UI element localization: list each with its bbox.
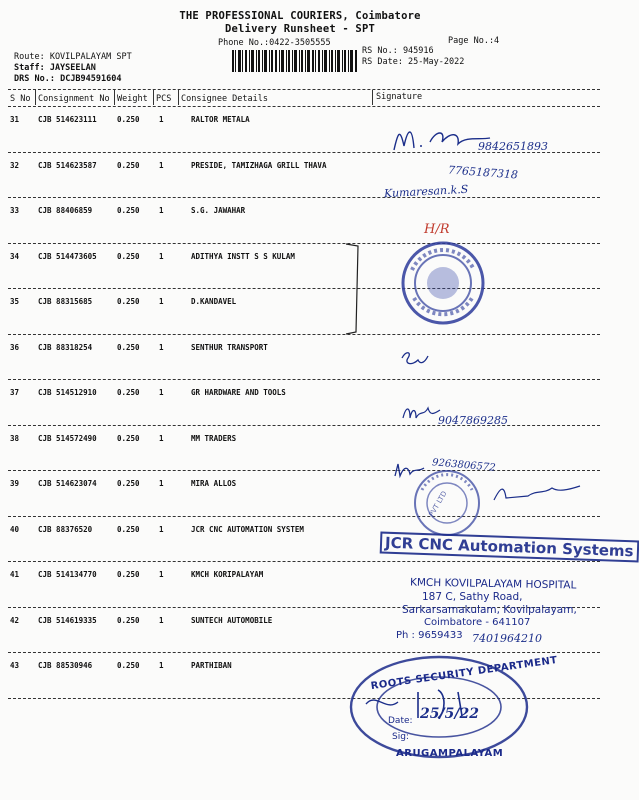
row-consignment: CJB 88315685 xyxy=(38,297,93,306)
signature-row37 xyxy=(400,398,450,428)
jcr-stamp: JCR CNC Automation Systems xyxy=(380,531,639,562)
row-pcs: 1 xyxy=(159,615,164,625)
roots-date-label: Date: xyxy=(388,716,413,726)
col-rule xyxy=(178,90,179,105)
signature-row31 xyxy=(390,122,510,158)
col-signature: Signature xyxy=(376,92,423,102)
col-rule xyxy=(114,90,115,105)
row-consignee: GR HARDWARE AND TOOLS xyxy=(191,388,286,397)
roots-bottom-text: ARUGAMPALAYAM xyxy=(396,748,504,759)
row-divider xyxy=(8,243,600,244)
rs-date: RS Date: 25-May-2022 xyxy=(362,57,465,67)
header-top-divider xyxy=(8,89,600,90)
row-divider xyxy=(8,334,600,335)
row-weight: 0.250 xyxy=(117,297,140,306)
row-consignee: MIRA ALLOS xyxy=(191,479,237,488)
row-pcs: 1 xyxy=(159,388,164,397)
row-divider xyxy=(8,379,600,380)
row-pcs: 1 xyxy=(159,342,164,352)
row-sno: 36 xyxy=(10,342,20,352)
row-sno: 38 xyxy=(10,433,20,443)
row-weight: 0.250 xyxy=(117,661,140,670)
row-consignment: CJB 514619335 xyxy=(38,615,97,625)
row-consignee: ADITHYA INSTT S S KULAM xyxy=(191,251,295,261)
kmch-line3: Sarkarsamakulam, Kovilpalayam, xyxy=(402,604,577,616)
row-divider xyxy=(8,652,600,653)
row-consignee: SUNTECH AUTOMOBILE xyxy=(191,615,273,625)
row-consignment: CJB 514134770 xyxy=(38,570,97,579)
row-consignment: CJB 88318254 xyxy=(38,342,93,352)
row-consignment: CJB 514512910 xyxy=(38,388,97,397)
row-consignee: PRESIDE, TAMIZHAGA GRILL THAVA xyxy=(191,160,327,170)
row-consignee: D.KANDAVEL xyxy=(191,297,237,306)
row-pcs: 1 xyxy=(159,297,164,306)
row-weight: 0.250 xyxy=(117,524,140,534)
col-rule xyxy=(153,90,154,105)
row-divider xyxy=(8,516,600,517)
col-consignee: Consignee Details xyxy=(181,94,268,104)
roots-sig-label: Sig: xyxy=(392,732,409,742)
row-consignment: CJB 88406859 xyxy=(38,206,93,215)
signature-row36 xyxy=(398,348,432,370)
row-divider xyxy=(8,698,600,699)
row-sno: 32 xyxy=(10,160,20,170)
row-divider xyxy=(8,607,600,608)
row32-phone: 7765187318 xyxy=(447,163,519,182)
page-number: Page No.:4 xyxy=(448,36,500,46)
staff-label: Staff: JAYSEELAN xyxy=(14,63,96,73)
bracket-mark xyxy=(344,242,364,338)
row-consignment: CJB 514623111 xyxy=(38,115,97,124)
route-label: Route: KOVILPALAYAM SPT xyxy=(14,52,132,62)
drs-value: DCJB94591604 xyxy=(60,74,122,84)
row-consignment: CJB 514473605 xyxy=(38,251,97,261)
institute-seal xyxy=(400,240,486,326)
row-divider xyxy=(8,425,600,426)
row-consignee: RALTOR METALA xyxy=(191,115,250,124)
row-sno: 41 xyxy=(10,570,20,579)
row-pcs: 1 xyxy=(159,206,164,215)
row-weight: 0.250 xyxy=(117,615,140,625)
barcode-image xyxy=(232,50,358,72)
company-seal xyxy=(412,468,482,538)
row32-name: Kumaresan.k.S xyxy=(383,182,469,201)
row-divider xyxy=(8,288,600,289)
row-weight: 0.250 xyxy=(117,570,140,579)
col-sno: S No xyxy=(10,94,31,104)
col-rule xyxy=(35,90,36,105)
row42-phone: 7401964210 xyxy=(472,632,542,645)
col-weight: Weight xyxy=(117,94,148,104)
company-title: THE PROFESSIONAL COURIERS, Coimbatore xyxy=(179,10,421,22)
row-weight: 0.250 xyxy=(117,251,140,261)
row-sno: 34 xyxy=(10,251,20,261)
row31-phone: 9842651893 xyxy=(478,140,548,153)
kmch-line4: Coimbatore - 641107 xyxy=(424,617,531,628)
row-weight: 0.250 xyxy=(117,342,140,352)
row-divider xyxy=(8,470,600,471)
col-rule xyxy=(372,90,373,105)
row-pcs: 1 xyxy=(159,524,164,534)
row-sno: 31 xyxy=(10,115,20,124)
col-consignment: Consignment No xyxy=(38,94,110,104)
row-sno: 33 xyxy=(10,206,20,215)
kmch-line1: KMCH KOVILPALAYAM HOSPITAL xyxy=(409,576,577,592)
kmch-phone: Ph : 9659433 xyxy=(396,630,463,641)
rs-number: RS No.: 945916 xyxy=(362,46,434,56)
row-sno: 35 xyxy=(10,297,20,306)
row-pcs: 1 xyxy=(159,661,164,670)
drs-number xyxy=(14,74,122,84)
signature-row39 xyxy=(392,460,432,482)
row-consignee: S.G. JAWAHAR xyxy=(191,206,246,215)
row-consignment: CJB 514623074 xyxy=(38,479,97,488)
row-weight: 0.250 xyxy=(117,388,140,397)
runsheet-subtitle: Delivery Runsheet - SPT xyxy=(225,23,375,35)
row-consignment: CJB 88376520 xyxy=(38,524,93,534)
row-pcs: 1 xyxy=(159,115,164,124)
roots-top-text: ROOTS SECURITY DEPARTMENT xyxy=(370,654,559,693)
row-consignee: MM TRADERS xyxy=(191,433,237,443)
seal-text: PVT LTD xyxy=(427,489,449,519)
row-weight: 0.250 xyxy=(117,479,140,488)
row-consignee: PARTHIBAN xyxy=(191,661,232,670)
row-weight: 0.250 xyxy=(117,206,140,215)
row-divider xyxy=(8,197,600,198)
row-divider xyxy=(8,152,600,153)
row-consignment: CJB 514572490 xyxy=(38,433,97,443)
row-sno: 37 xyxy=(10,388,20,397)
row-pcs: 1 xyxy=(159,251,164,261)
row-pcs: 1 xyxy=(159,479,164,488)
row33-note: H/R xyxy=(424,222,450,237)
row-sno: 43 xyxy=(10,661,20,670)
row-consignee: JCR CNC AUTOMATION SYSTEM xyxy=(191,524,304,534)
row-pcs: 1 xyxy=(159,570,164,579)
header-bottom-divider xyxy=(8,106,600,107)
col-pcs: PCS xyxy=(156,94,172,104)
kmch-line2: 187 C, Sathy Road, xyxy=(422,591,523,603)
row-sno: 40 xyxy=(10,524,20,534)
row-consignment: CJB 88530946 xyxy=(38,661,93,670)
drs-label: DRS No.: xyxy=(14,74,55,84)
roots-date-value: 25/5/22 xyxy=(420,706,479,722)
row39-phone: 9263806572 xyxy=(431,457,496,474)
row-consignee: KMCH KORIPALAYAM xyxy=(191,570,264,579)
signature-row39-b xyxy=(488,478,588,508)
row-pcs: 1 xyxy=(159,433,164,443)
row-sno: 39 xyxy=(10,479,20,488)
row-weight: 0.250 xyxy=(117,115,140,124)
roots-security-stamp xyxy=(346,652,532,762)
row-weight: 0.250 xyxy=(117,160,140,170)
row-pcs: 1 xyxy=(159,160,164,170)
row-divider xyxy=(8,561,600,562)
phone-number: Phone No.:0422-3505555 xyxy=(218,38,331,48)
row-consignee: SENTHUR TRANSPORT xyxy=(191,342,268,352)
row-sno: 42 xyxy=(10,615,20,625)
row-weight: 0.250 xyxy=(117,433,140,443)
row-consignment: CJB 514623587 xyxy=(38,160,97,170)
row37-phone: 9047869285 xyxy=(438,414,508,427)
